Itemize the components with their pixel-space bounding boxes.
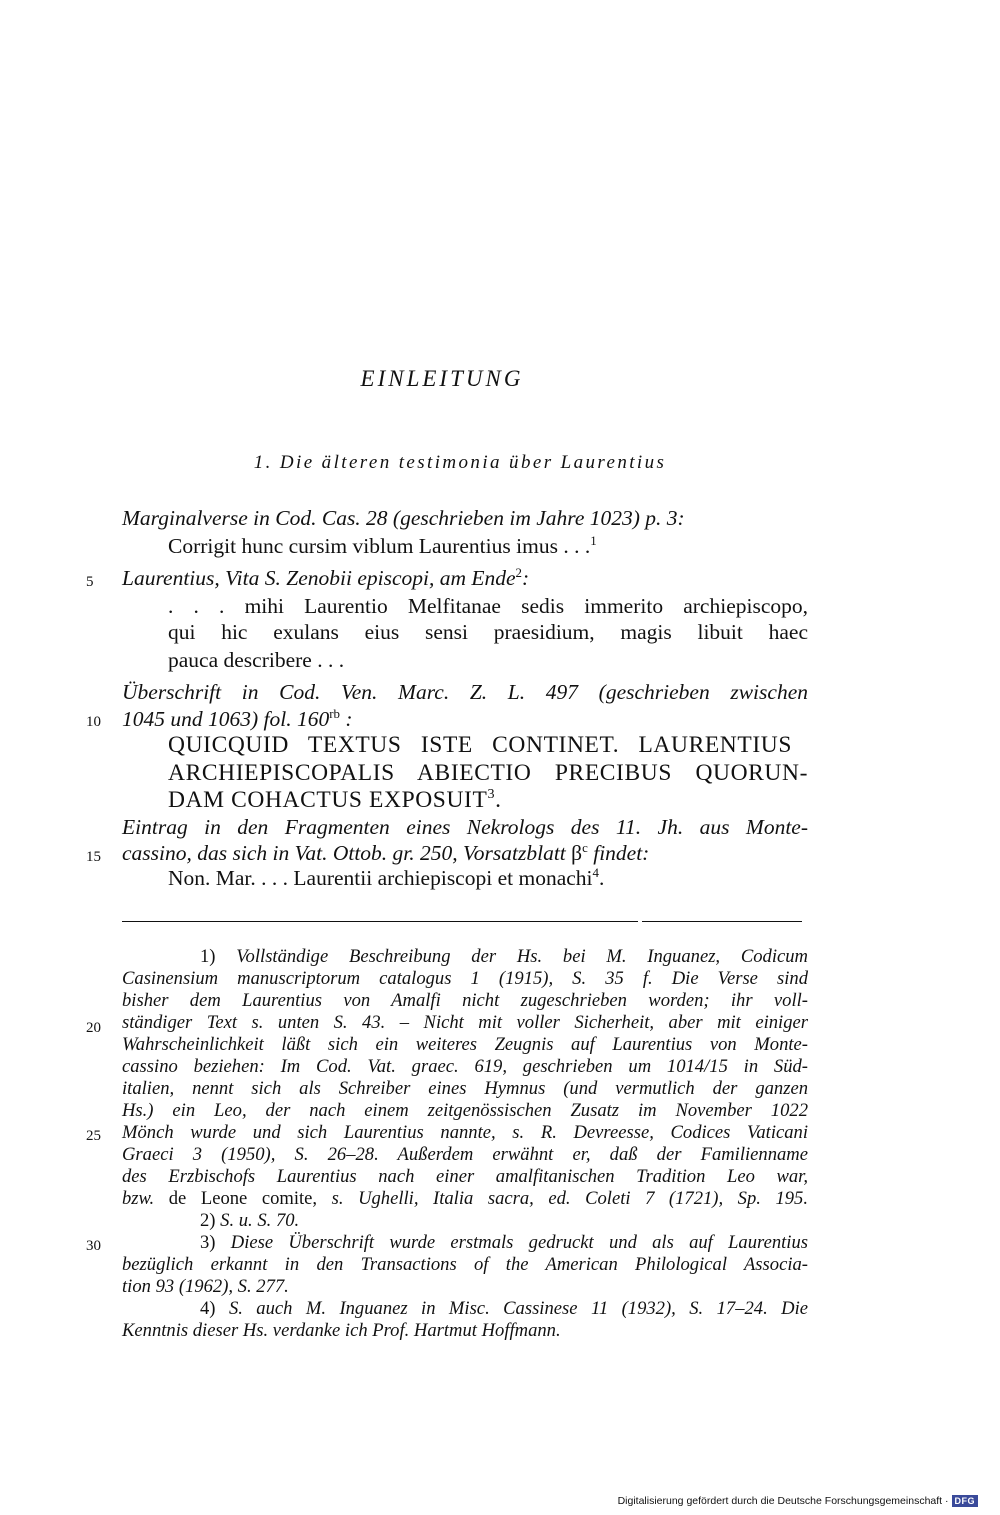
footnote-ref-3: 3 bbox=[487, 786, 496, 803]
footnote-1-line: cassino beziehen: Im Cod. Vat. graec. 619, geschrieben um 1014/15 in Süd- bbox=[122, 1056, 808, 1077]
footnote-ref-2: 2 bbox=[515, 565, 522, 580]
testimonium-1-text: Corrigit hunc cursim viblum Laurentius imus . . .$^1$ bbox=[168, 533, 597, 558]
testimonium-3-caps: ARCHIEPISCOPALIS ABIECTIO PRECIBUS QUORUN- bbox=[168, 760, 808, 786]
line-number: 15 bbox=[86, 849, 101, 865]
footnote-ref-4: 4 bbox=[592, 865, 599, 880]
footnote-1-line: Graeci 3 (1950), S. 26–28. Außerdem erwähnt er, daß der Familienname bbox=[122, 1144, 808, 1165]
footer-credit bbox=[618, 1495, 978, 1507]
testimonium-3-caps: DAM COHACTUS EXPOSUIT$^3$. bbox=[168, 786, 502, 813]
testimonium-4-text: Non. Mar. . . . Laurentii archiepiscopi et monachi$^4$. bbox=[168, 865, 605, 890]
testimonium-2-line: pauca describere . . . bbox=[168, 648, 345, 672]
line-number: 5 bbox=[86, 574, 94, 590]
footnote-1-line: Mönch wurde und sich Laurentius nannte, s. R. Devreesse, Codices Vaticani bbox=[122, 1122, 808, 1143]
testimonium-3-heading: Überschrift in Cod. Ven. Marc. Z. L. 497 (geschrieben zwischen bbox=[122, 680, 808, 704]
testimonium-2-line: qui hic exulans eius sensi praesidium, magis libuit haec bbox=[168, 620, 808, 644]
testimonium-2-heading: Laurentius, Vita S. Zenobii episcopi, am Ende$^2$: bbox=[122, 565, 530, 590]
footnote-1-line: Hs.) ein Leo, der nach einem zeitgenössischen Zusatz im November 1022 bbox=[122, 1100, 808, 1121]
testimonium-1-heading: Marginalverse in Cod. Cas. 28 (geschrieben im Jahre 1023) p. 3: bbox=[122, 506, 685, 530]
footnote-ref-1: 1 bbox=[590, 533, 597, 548]
footnote-3: 3) Diese Überschrift wurde erstmals gedruckt und als auf Laurentius bbox=[200, 1232, 808, 1253]
footnote-4: 4) S. auch M. Inguanez in Misc. Cassinese 11 (1932), S. 17–24. Die bbox=[200, 1298, 808, 1319]
footnote-1-line: ständiger Text s. unten S. 43. – Nicht mit voller Sicherheit, aber mit einiger bbox=[122, 1012, 808, 1033]
testimonium-3-heading: 1045 und 1063) fol. $160^{rb}$ : bbox=[122, 706, 353, 731]
footnote-2: 2) S. u. S. 70. bbox=[200, 1210, 300, 1231]
footnote-1-line: bisher dem Laurentius von Amalfi nicht zugeschrieben worden; ihr voll- bbox=[122, 990, 808, 1011]
footnote-1-line: bzw. de Leone comite, s. Ughelli, Italia sacra, ed. Coleti 7 (1721), Sp. 195. bbox=[122, 1188, 808, 1209]
line-number: 30 bbox=[86, 1238, 101, 1254]
footnote-1-line: italien, nennt sich als Schreiber eines Hymnus (und vermutlich der ganzen bbox=[122, 1078, 808, 1099]
footnote-1-line: Wahrscheinlichkeit läßt sich ein weiteres Zeugnis auf Laurentius von Monte- bbox=[122, 1034, 808, 1055]
footnote-1-line: des Erzbischofs Laurentius nach einer amalfitanischen Tradition Leo war, bbox=[122, 1166, 808, 1187]
testimonium-4-heading: cassino, das sich in Vat. Ottob. gr. 250, Vorsatzblatt $\beta^c$ findet: bbox=[122, 840, 650, 865]
footnote-3-line: bezüglich erkannt in den Transactions of the American Philological Associa- bbox=[122, 1254, 808, 1275]
footnote-1: 1) Vollständige Beschreibung der Hs. bei M. Inguanez, Codicum bbox=[200, 946, 808, 967]
line-number: 10 bbox=[86, 714, 101, 730]
dfg-logo-icon: DFG bbox=[952, 1495, 979, 1507]
footnote-rule bbox=[642, 921, 802, 922]
footnote-1-line: Casinensium manuscriptorum catalogus 1 (1915), S. 35 f. Die Verse sind bbox=[122, 968, 808, 989]
section-title: 1. Die älteren testimonia über Laurentius bbox=[253, 452, 667, 473]
testimonium-4-heading: Eintrag in den Fragmenten eines Nekrologs des 11. Jh. aus Monte- bbox=[122, 815, 808, 839]
footnote-3-line: tion 93 (1962), S. 277. bbox=[122, 1276, 289, 1297]
testimonium-2-line: . . . mihi Laurentio Melfitanae sedis immerito archiepiscopo, bbox=[168, 594, 808, 618]
footer-text: Digitalisierung gefördert durch die Deutsche Forschungsgemeinschaft · bbox=[617, 1495, 949, 1507]
footnote-rule bbox=[122, 921, 638, 922]
testimonium-3-caps: QUICQUID TEXTUS ISTE CONTINET. LAURENTIUS bbox=[168, 732, 792, 758]
line-number: 25 bbox=[86, 1128, 101, 1144]
footnote-4-line: Kenntnis dieser Hs. verdanke ich Prof. Hartmut Hoffmann. bbox=[122, 1320, 561, 1341]
line-number: 20 bbox=[86, 1020, 101, 1036]
page-heading: EINLEITUNG bbox=[360, 366, 524, 391]
